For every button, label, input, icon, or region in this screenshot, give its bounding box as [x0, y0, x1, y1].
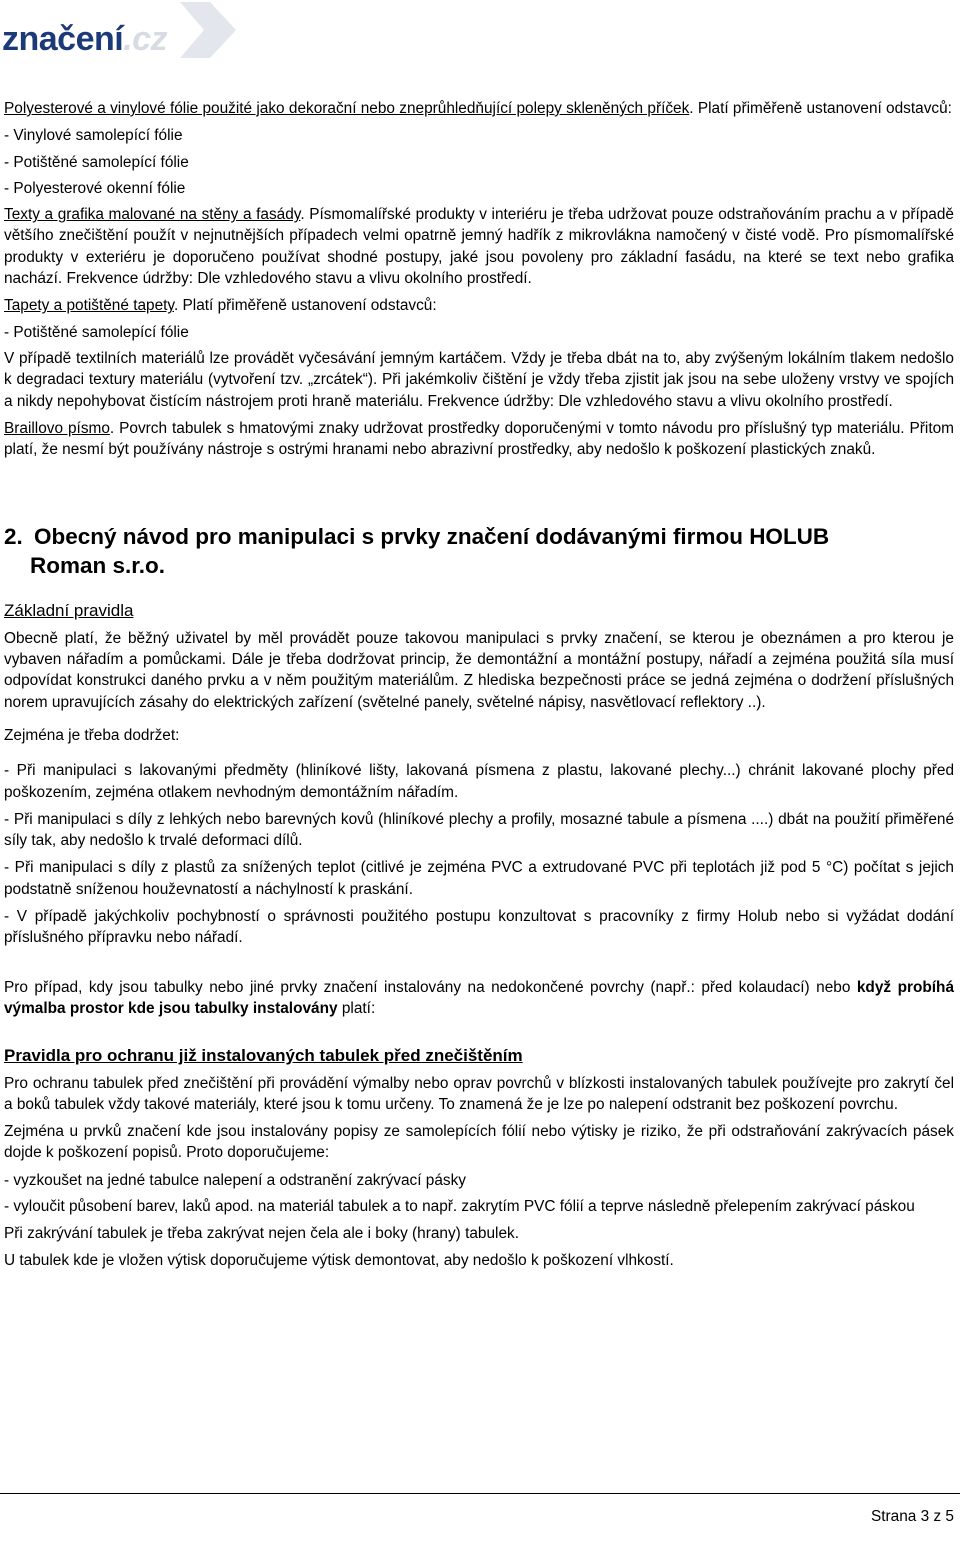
subheading-basic-rules: Základní pravidla [4, 601, 134, 621]
bold-text: když probíhá výmalba prostor kde jsou tabulky instalovány [4, 978, 955, 1017]
list-item: - vyzkoušet na jedné tabulce nalepení a odstranění zakrývací pásky [4, 1171, 466, 1189]
section-number: 2. [4, 524, 23, 550]
rule-item: - V případě jakýchkoliv pochybností o správnosti použitého postupu konzultovat s pracovníky z firmy Holub nebo si vyžádat dodání příslušného přípravku nebo nářadí. [4, 908, 954, 947]
paragraph-texty [4, 204, 954, 289]
rule-item: - Při manipulaci s díly z lehkých nebo barevných kovů (hliníkové plechy a profily, mosazné tabule a písmena ....) dbát na použití přiměřené síly tak, aby nedošlo k trvalé deformaci dílů. [4, 810, 954, 850]
document-body [4, 98, 954, 1276]
rule-item: - Při manipulaci s díly z plastů za snížených teplot (citlivé je zejména PVC a extrudované PVC při teplotách již pod 5 °C) počítat s jejich podstatně sníženou houževnatostí a náchylností k praskání. [4, 859, 954, 898]
section-title-line1: Obecný návod pro manipulaci s prvky značení dodávanými firmou HOLUB [34, 524, 830, 550]
paragraph-protection: Pro ochranu tabulek před znečištění při provádění výmalby nebo oprav povrchů v blízkosti instalovaných tabulek používejte pro zakrytí čel a boků tabulek vždy takové materiály, které jsou k tomu určeny. To znamená že je lze po nalepení odstranit bez poškození povrchu. [4, 1074, 954, 1113]
paragraph-polyester [4, 98, 954, 119]
paragraph-tapety [4, 295, 954, 316]
link-braille[interactable]: Braillovo písmo [4, 419, 110, 437]
section-title-line2: Roman s.r.o. [30, 553, 166, 579]
footer-divider [0, 1493, 960, 1494]
logo-tld: .cz [123, 20, 168, 58]
list-item: - Potištěné samolepící fólie [4, 153, 189, 171]
paragraph-text: . Platí přiměřeně ustanovení odstavců: [173, 297, 437, 315]
paragraph-text: Pro případ, kdy jsou tabulky nebo jiné prvky značení instalovány na nedokončené povrchy (např.: před kolaudací) nebo [4, 978, 857, 996]
paragraph-edges: Při zakrývání tabulek je třeba zakrývat nejen čela ale i boky (hrany) tabulek. [4, 1225, 519, 1243]
paragraph-textile: V případě textilních materiálů lze provádět vyčesávání jemným kartáčem. Vždy je třeba dbát na to, aby zvýšeným lokálním tlakem nedošlo k degradaci textury materiálu (vytvoření tzv. „zrcátek“). Při jakémkoliv čištění je vždy třeba zjistit jak jsou na sebe uloženy vrstvy ve spojích a nikdy nepohybovat čistícím nástrojem proti hraně materiálu. Frekvence údržby: Dle vzhledového stavu a vlivu okolního prostředí. [4, 349, 954, 410]
paragraph-general: Obecně platí, že běžný uživatel by měl provádět pouze takovou manipulaci s prvky značení, se kterou je obeznámen a pro kterou je vybaven nářadím a pomůckami. Dále je třeba dodržovat princip, že demontážní a montážní postupy, nářadí a zejména použitá síla musí odpovídat konstrukci daného prvku a v něm použitým materiálům. Z hlediska bezpečnosti práce se jedná zejména o dodržení příslušných norem upravujících zásahy do elektrických zařízení (světelné panely, světelné nápisy, nasvětlovací reflektory ..). [4, 629, 954, 711]
paragraph-print: U tabulek kde je vložen výtisk doporučujeme výtisk demontovat, aby nedošlo k poškození vlhkostí. [4, 1251, 674, 1269]
list-item: - Vinylové samolepící fólie [4, 127, 183, 145]
page-number: Strana 3 z 5 [871, 1508, 954, 1525]
list-item: - vyloučit působení barev, laků apod. na materiál tabulek a to např. zakrytím PVC fólií a teprve následně přelepením zakrývací páskou [4, 1197, 915, 1215]
paragraph-text: . Povrch tabulek s hmatovými znaky udržovat prostředky doporučenými v tomto návodu pro příslušný typ materiálu. Přitom platí, že nesmí být používány nástroje s ostrými hranami nebo abrazivní prostředky, aby nedošlo k poškození plastických znaků. [4, 419, 954, 459]
link-texty[interactable]: Texty a grafika malované na stěny a fasády [4, 206, 301, 224]
link-polyester[interactable]: Polyesterové a vinylové fólie použité jako dekorační nebo zneprůhledňující polepy skleněných příček [4, 100, 690, 117]
paragraph-braille [4, 418, 954, 461]
section-heading [4, 522, 954, 580]
logo-main: značení [2, 20, 124, 58]
logo [0, 0, 240, 60]
paragraph-lead: Zejména je třeba dodržet: [4, 726, 180, 744]
paragraph-unfinished [4, 977, 954, 1020]
list-item: - Polyesterové okenní fólie [4, 179, 186, 197]
logo-text [2, 20, 167, 59]
subheading-protection-rules: Pravidla pro ochranu již instalovaných tabulek před znečištěním [4, 1046, 523, 1066]
paragraph-text: . Platí přiměřeně ustanovení odstavců: [689, 100, 952, 117]
link-tapety[interactable]: Tapety a potištěné tapety [4, 297, 174, 315]
paragraph-text: platí: [337, 999, 376, 1017]
paragraph-text: . Písmomalířské produkty v interiéru je třeba udržovat pouze odstraňováním prachu a v případě většího znečištění použít v nejnutnějších případech velmi opatrně jemný hadřík z mikrovlákna namočený v čisté vodě. Pro písmomalířské produkty v exteriéru je doporučeno používat shodné postupy, jaké jsou povoleny pro základní fasádu, na které se text nebo grafika nachází. Frekvence údržby: Dle vzhledového stavu a vlivu okolního prostředí. [4, 206, 954, 288]
rule-item: - Při manipulaci s lakovanými předměty (hliníkové lišty, lakovaná písmena z plastu, lakované plechy...) chránit lakované plochy před poškozením, zejména otlakem nevhodným demontážním nářadím. [4, 762, 954, 801]
logo-arrow-icon [170, 0, 240, 60]
paragraph-labels: Zejména u prvků značení kde jsou instalovány popisy ze samolepících fólií nebo výtisky je riziko, že při odstraňování zakrývacích pásek dojde k poškození popisů. Proto doporučujeme: [4, 1123, 954, 1162]
list-item: - Potištěné samolepící fólie [4, 323, 189, 341]
